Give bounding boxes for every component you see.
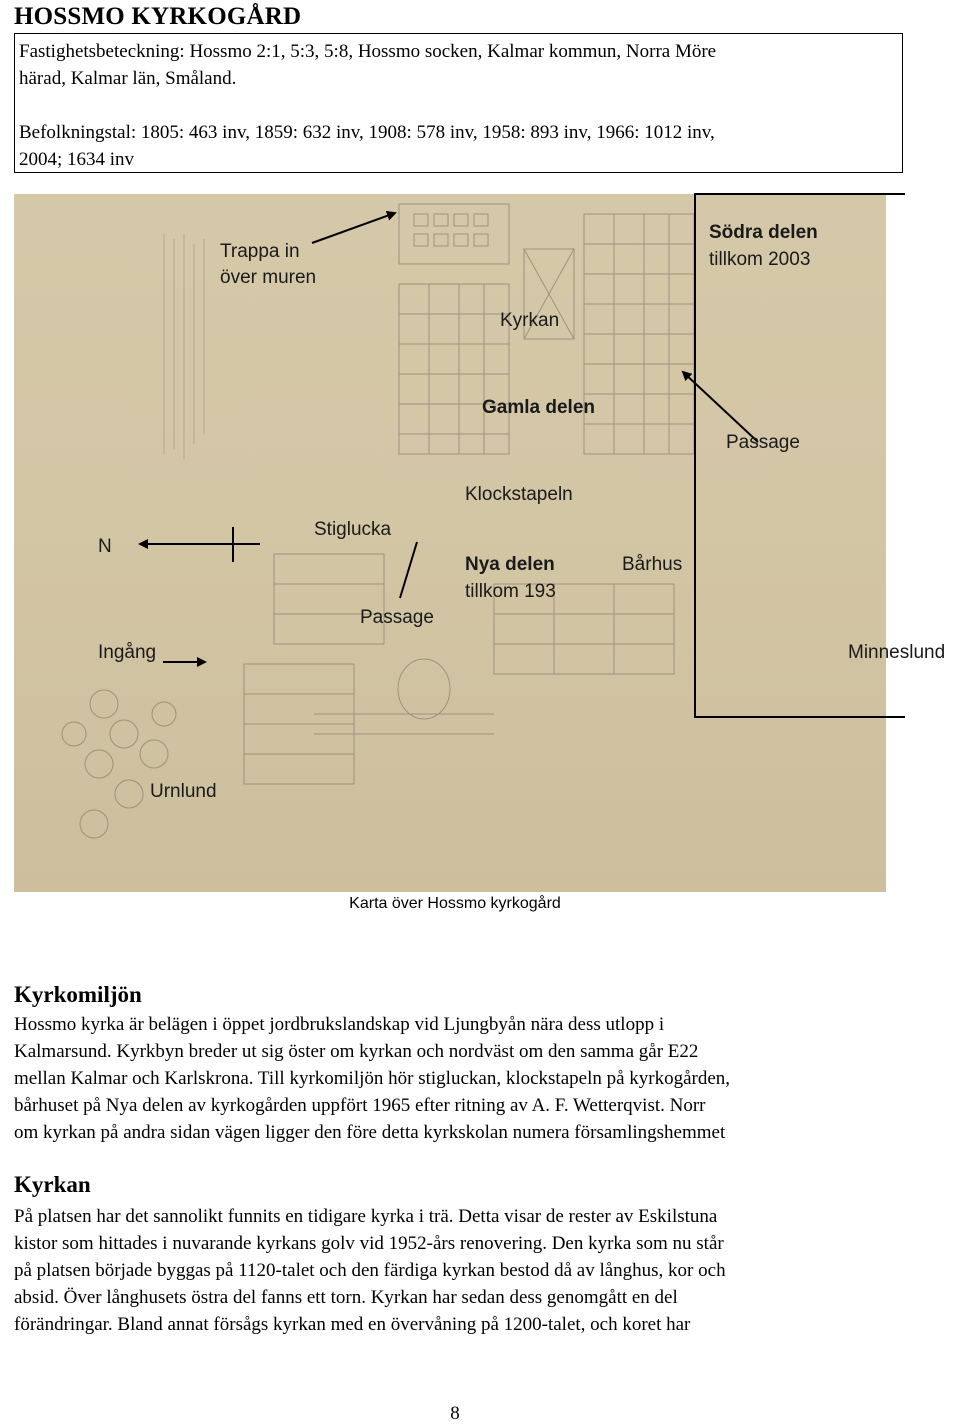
info-line-3: Befolkningstal: 1805: 463 inv, 1859: 632 inv, 1908: 578 inv, 1958: 893 inv, 1966: 1012 inv, xyxy=(19,122,715,143)
info-line-4: 2004; 1634 inv xyxy=(19,149,135,170)
urn-grove-trees xyxy=(62,690,176,838)
label-trappa-line1: Trappa in xyxy=(220,241,300,262)
label-sodra-tillkom: tillkom 2003 xyxy=(709,249,811,270)
text-line: Hossmo kyrka är belägen i öppet jordbrukslandskap vid Ljungbyån nära dess utlopp i xyxy=(14,1014,665,1035)
text-line: absid. Över långhusets östra del fanns ett torn. Kyrkan har sedan dess genomgått en del xyxy=(14,1287,678,1308)
label-barhus: Bårhus xyxy=(622,554,683,575)
text-line: mellan Kalmar och Karlskrona. Till kyrkomiljön hör stigluckan, klockstapeln på kyrkogården, xyxy=(14,1068,731,1089)
label-ingang: Ingång xyxy=(98,642,157,663)
page-number: 8 xyxy=(450,1403,460,1424)
info-line-2: härad, Kalmar län, Småland. xyxy=(19,68,237,89)
label-minneslund: Minneslund xyxy=(848,642,946,663)
label-kyrkan: Kyrkan xyxy=(500,310,560,331)
map-legend-scribbles xyxy=(164,234,204,459)
section-heading-kyrkomiljon: Kyrkomiljön xyxy=(14,982,142,1007)
text-line: förändringar. Bland annat försågs kyrkan med en övervåning på 1200-talet, och koret har xyxy=(14,1314,691,1335)
section-heading-kyrkan: Kyrkan xyxy=(14,1172,91,1197)
info-line-1: Fastighetsbeteckning: Hossmo 2:1, 5:3, 5:8, Hossmo socken, Kalmar kommun, Norra Möre xyxy=(19,41,717,62)
label-north: N xyxy=(98,536,112,557)
text-line: På platsen har det sannolikt funnits en tidigare kyrka i trä. Detta visar de rester av Eskilstuna xyxy=(14,1206,718,1227)
label-gamla-delen: Gamla delen xyxy=(482,397,595,418)
new-part-plots xyxy=(244,554,674,784)
text-line: kistor som hittades i nuvarande kyrkans golv vid 1952-års renovering. Den kyrka som nu står xyxy=(14,1233,724,1254)
label-trappa-line2: över muren xyxy=(220,267,317,288)
label-passage-left: Passage xyxy=(360,607,434,628)
label-nya-delen: Nya delen xyxy=(465,554,555,575)
label-urnlund: Urnlund xyxy=(150,781,217,802)
map-caption: Karta över Hossmo kyrkogård xyxy=(349,895,561,912)
label-nya-tillkom: tillkom 193 xyxy=(465,581,556,602)
page-title: HOSSMO KYRKOGÅRD xyxy=(14,3,302,30)
paragraph-kyrkomiljon xyxy=(14,1011,914,1146)
paragraph-kyrkan xyxy=(14,1203,914,1338)
label-sodra-delen: Södra delen xyxy=(709,222,818,243)
text-line: Kalmarsund. Kyrkbyn breder ut sig öster om kyrkan och nordväst om den samma går E22 xyxy=(14,1041,699,1062)
label-passage-right: Passage xyxy=(726,432,800,453)
label-stiglucka: Stiglucka xyxy=(314,519,392,540)
map-drawing xyxy=(14,194,886,892)
label-klockstapeln: Klockstapeln xyxy=(465,484,573,505)
property-info-box xyxy=(14,33,903,173)
cemetery-map-image xyxy=(14,194,886,892)
population-figures xyxy=(19,119,896,173)
text-line: om kyrkan på andra sidan vägen ligger den före detta kyrkskolan numera församlingshemmet xyxy=(14,1122,726,1143)
text-line: bårhuset på Nya delen av kyrkogården uppfört 1965 efter ritning av A. F. Wetterqvist. Norr xyxy=(14,1095,706,1116)
text-line: på platsen började byggas på 1120-talet och den färdiga kyrkan bestod då av långhus, kor och xyxy=(14,1260,726,1281)
property-designation xyxy=(19,38,896,92)
